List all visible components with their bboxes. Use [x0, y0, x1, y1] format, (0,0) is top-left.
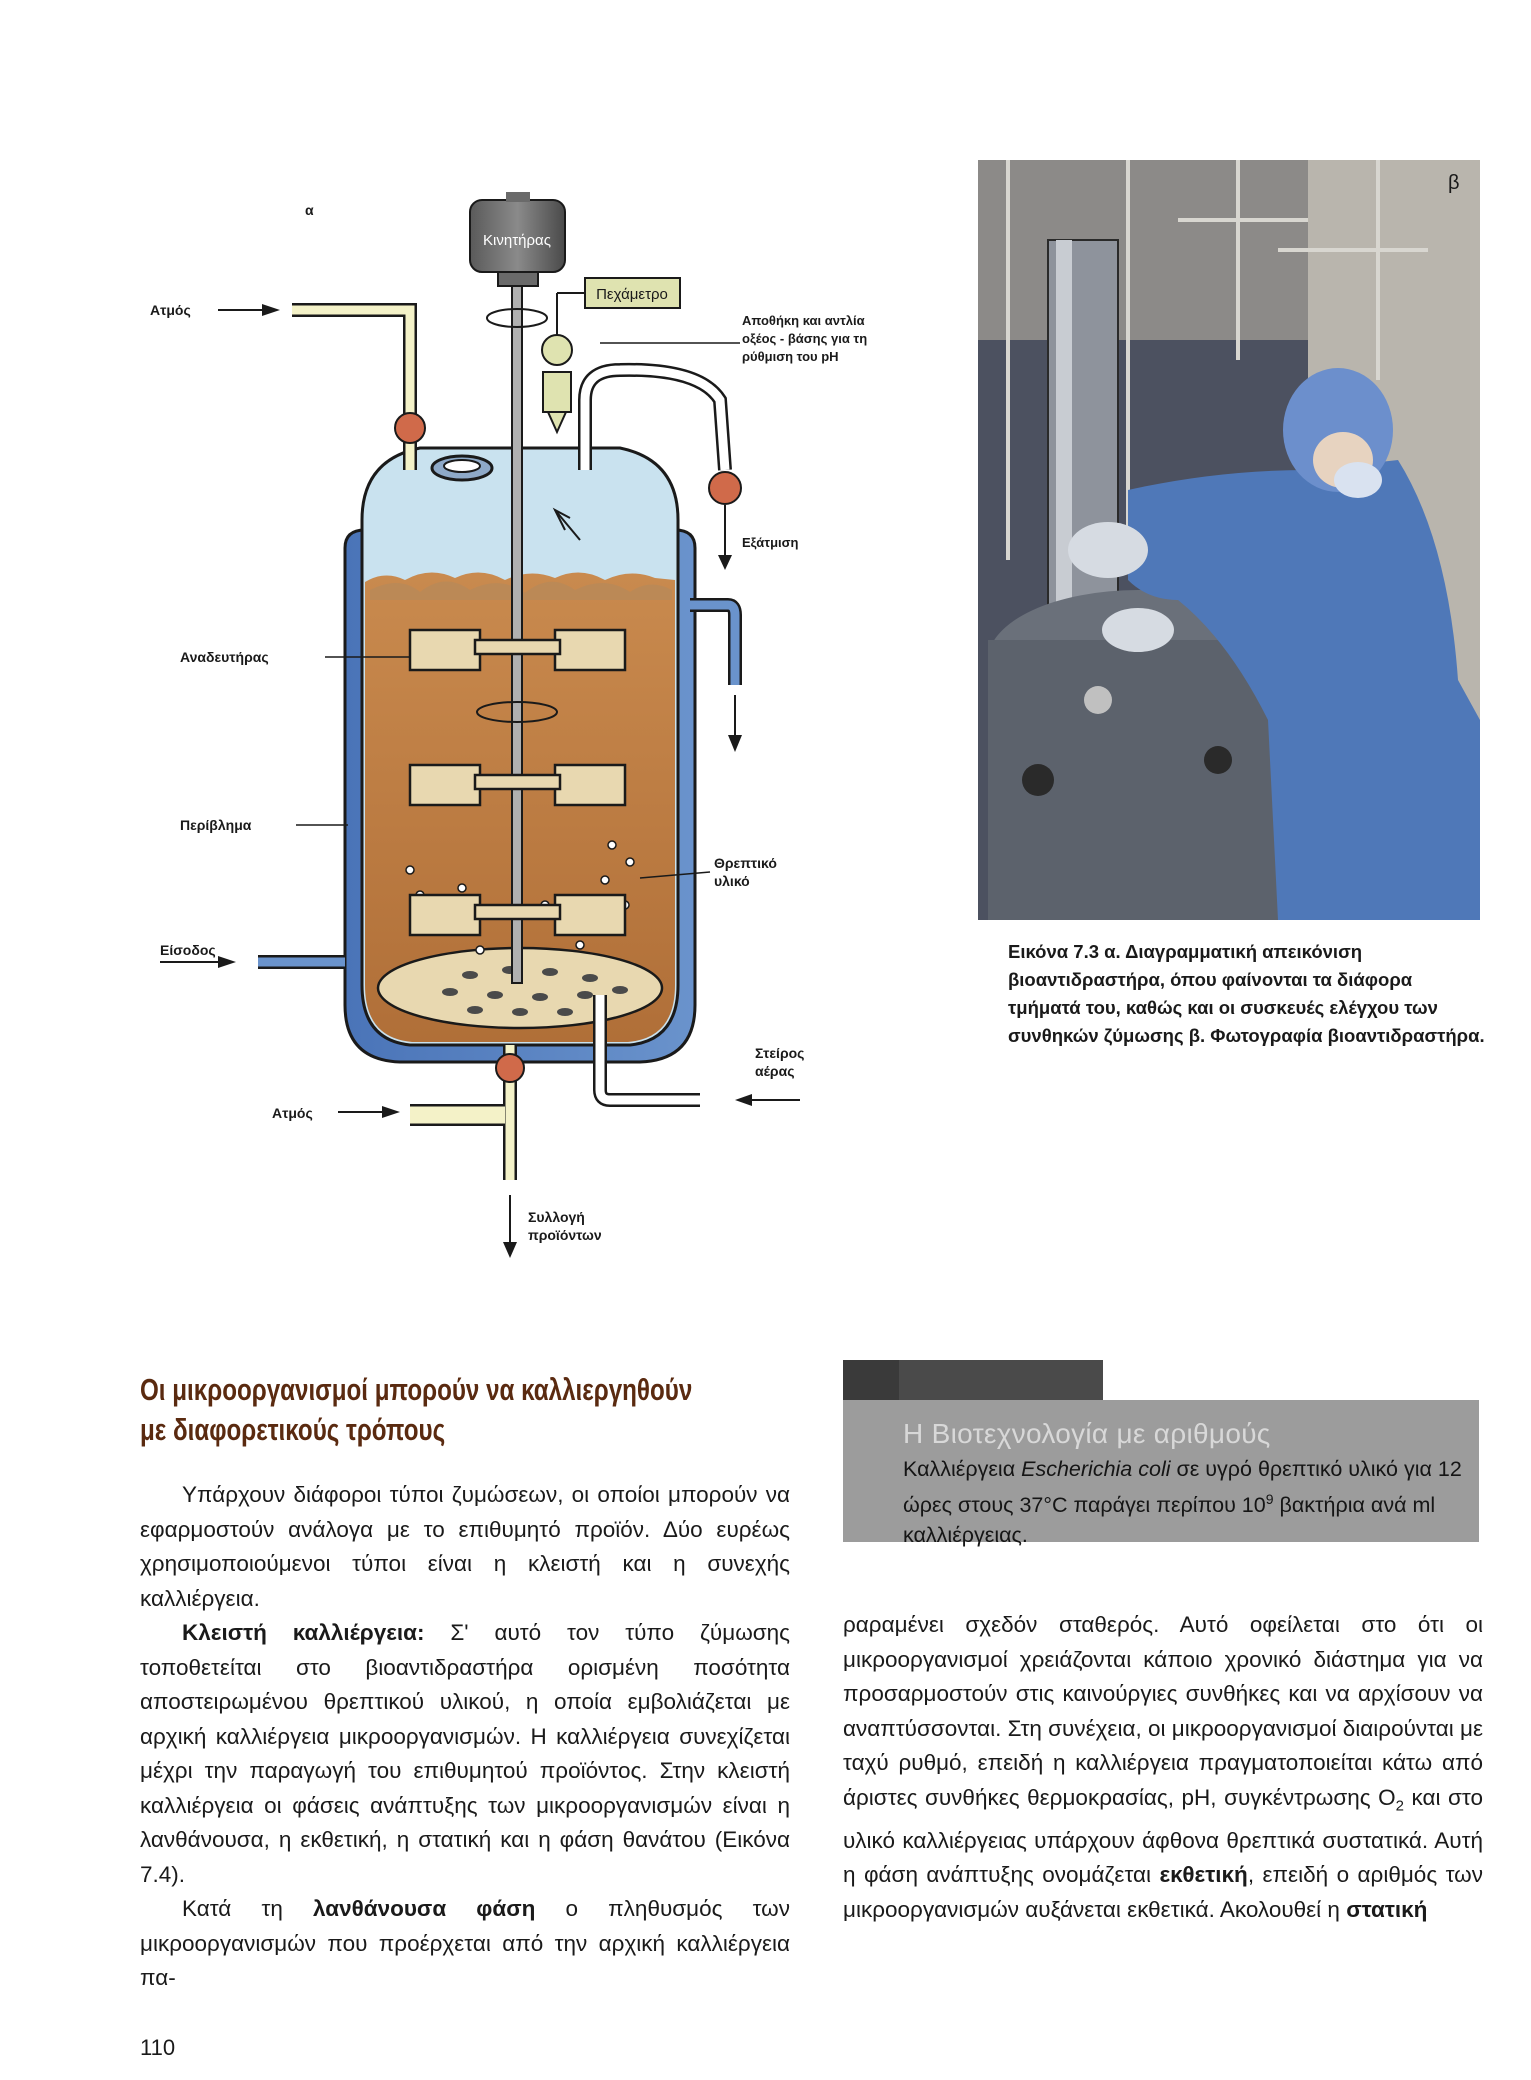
infobox-title: Η Βιοτεχνολογία με αριθμούς [903, 1418, 1271, 1449]
infobox-text: Καλλιέργεια Escherichia coli σε υγρό θρεπτικό υλικό για 12 ώρες στους 37°C παράγει περίπου $10^9$ βακτήρια ανά ml καλλιέργειας. [903, 1457, 1462, 1548]
paragraph-lag-phase: Κατά τη λανθάνουσα φάση ο πληθυσμός των μικροοργανισμών που προέρχεται από την αρχική καλλιέργεια πα- [140, 1896, 790, 1990]
paragraph-batch-culture: Κλειστή καλλιέργεια: Σ' αυτό τον τύπο ζύμωσης τοποθετείται στο βιοαντιδραστήρα ορισμένη ποσότητα αποστειρωμένου θρεπτικού υλικού, η οποία εμβολιάζεται με αρχική καλλιέργεια μικροοργανισμών. Η καλλιέργεια συνεχίζεται μέχρι την παραγωγή του επιθυμητού προϊόντος. Στην κλειστή καλλιέργεια οι φάσεις ανάπτυξης των μικροοργανισμών είναι η λανθάνουσα, η εκθετική, η στατική και η φάση θανάτου (Εικόνα 7.4). [140, 1620, 791, 1887]
section-heading-line2: με διαφορετικούς τρόπους [140, 1412, 446, 1447]
svg-text:Ατμός: Ατμός [150, 302, 191, 318]
bioreactor-photo [978, 160, 1480, 920]
svg-text:Θρεπτικό: Θρεπτικό [714, 855, 777, 871]
svg-text:Αποθήκη και αντλία: Αποθήκη και αντλία [742, 313, 865, 328]
motor [470, 192, 565, 286]
svg-text:Είσοδος: Είσοδος [160, 942, 216, 958]
section-heading-line1: Οι μικροοργανισμοί μπορούν να καλλιεργηθούν [140, 1372, 693, 1407]
svg-text:υλικό: υλικό [714, 873, 750, 889]
svg-text:Πεχάμετρο: Πεχάμετρο [596, 286, 668, 303]
body-column-left [140, 1478, 790, 1996]
svg-text:Συλλογή: Συλλογή [528, 1209, 585, 1225]
ph-meter [585, 278, 680, 308]
svg-text:Ατμός: Ατμός [272, 1105, 313, 1121]
svg-text:Εξάτμιση: Εξάτμιση [742, 535, 799, 550]
svg-text:Στείρος: Στείρος [755, 1045, 805, 1061]
svg-text:Περίβλημα: Περίβλημα [180, 817, 252, 833]
svg-text:προϊόντων: προϊόντων [528, 1227, 602, 1243]
svg-text:ρύθμιση του pH: ρύθμιση του pH [742, 349, 839, 364]
svg-text:οξέος - βάσης για τη: οξέος - βάσης για τη [742, 331, 868, 346]
paragraph-lag-phase-cont: ραραμένει σχεδόν σταθερός. Αυτό οφείλεται στο ότι οι μικροοργανισμοί χρειάζονται κάποιο χρονικό διάστημα για να προσαρμοστούν στις καινούργιες συνθήκες και να αρχίσουν να αναπτύσσονται. Στη συνέχεια, οι μικροοργανισμοί διαιρούνται με ταχύ ρυθμό, επειδή η καλλιέργεια πραγματοποιείται κάτω από άριστες συνθήκες θερμοκρασίας, pH, συγκέντρωσης $O_2$ και στο υλικό καλλιέργειας υπάρχουν άφθονα θρεπτικά συστατικά. Αυτή η φάση ανάπτυξης ονομάζεται εκθετική, επειδή ο αριθμός των μικροοργανισμών αυξάνεται εκθετικά. Ακολουθεί η στατική [843, 1612, 1483, 1922]
body-column-right [843, 1608, 1483, 1927]
section-heading [140, 1370, 764, 1450]
svg-text:Κινητήρας: Κινητήρας [483, 232, 551, 249]
figure-caption: Εικόνα 7.3 α. Διαγραμματική απεικόνιση βιοαντιδραστήρα, όπου φαίνονται τα διάφορα τμήματά του, καθώς και οι συσκευές ελέγχου των συνθηκών ζύμωσης β. Φωτογραφία βιοαντιδραστήρα. [1008, 941, 1485, 1046]
panel-b-label: β [1448, 172, 1460, 194]
page-number: 110 [140, 2035, 176, 2060]
bioreactor-diagram [0, 0, 960, 1300]
panel-a-label: α [305, 202, 314, 218]
paragraph-intro: Υπάρχουν διάφοροι τύποι ζυμώσεων, οι οποίοι μπορούν να εφαρμοστούν ανάλογα με το επιθυμητό προϊόν. Δύο ευρέως χρησιμοποιούμενοι τύποι είναι η κλειστή και η συνεχής καλλιέργεια. [140, 1482, 790, 1611]
biotech-numbers-box [843, 1360, 1479, 1548]
svg-text:αέρας: αέρας [755, 1063, 795, 1079]
svg-text:Αναδευτήρας: Αναδευτήρας [180, 649, 269, 665]
